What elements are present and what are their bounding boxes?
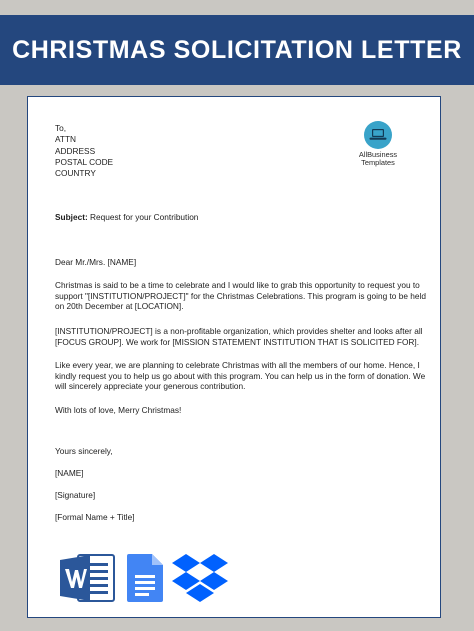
logo-line-2: Templates — [361, 158, 395, 168]
address-line: To, — [55, 123, 67, 133]
paragraph-1: Christmas is said to be a time to celebrate and I would like to grab this opportunity to request you to support "[INSTITUTION/PROJECT]" for the Christmas Celebrations. This program is going to be held on 20th December at [LOCATION]. — [55, 280, 426, 312]
title-banner — [0, 15, 474, 85]
app-icons — [60, 553, 228, 605]
address-line: ATTN — [55, 134, 77, 145]
subject-label: Subject: — [55, 212, 88, 222]
word-icon[interactable] — [60, 553, 116, 603]
subject-line — [55, 212, 435, 223]
address-line: POSTAL CODE — [55, 156, 114, 167]
logo-line-1: AllBusiness — [358, 150, 398, 159]
closing-name: [NAME] — [55, 468, 84, 478]
google-docs-icon[interactable] — [126, 553, 164, 603]
subject-text: Request for your Contribution — [90, 212, 199, 222]
paragraph-3: Like every year, we are planning to celebrate Christmas with all the members of our home. Hence, I kindly request you to help us go about with this program. You can help us in the form of donation. We will sincerely appreciate your generous contribution. — [55, 360, 426, 392]
address-line: ADDRESS — [55, 145, 96, 156]
sign-off: Yours sincerely, — [55, 446, 113, 456]
address-block — [55, 123, 435, 179]
dropbox-icon[interactable] — [172, 553, 228, 603]
closing-signature: [Signature] — [55, 490, 96, 500]
address-line: COUNTRY — [55, 168, 96, 179]
paragraph-4: With lots of love, Merry Christmas! — [55, 405, 182, 415]
paragraph-2: [INSTITUTION/PROJECT] is a non-profitable organization, which provides shelter and looks after all [FOCUS GROUP]. We work for [MISSION STATEMENT INSTITUTION THAT IS SOLICITED FOR]. — [55, 326, 423, 347]
closing-formal-name: [Formal Name + Title] — [55, 512, 135, 522]
banner-title: CHRISTMAS SOLICITATION LETTER — [12, 35, 462, 64]
letter-page — [27, 96, 441, 618]
salutation: Dear Mr./Mrs. [NAME] — [55, 257, 137, 267]
